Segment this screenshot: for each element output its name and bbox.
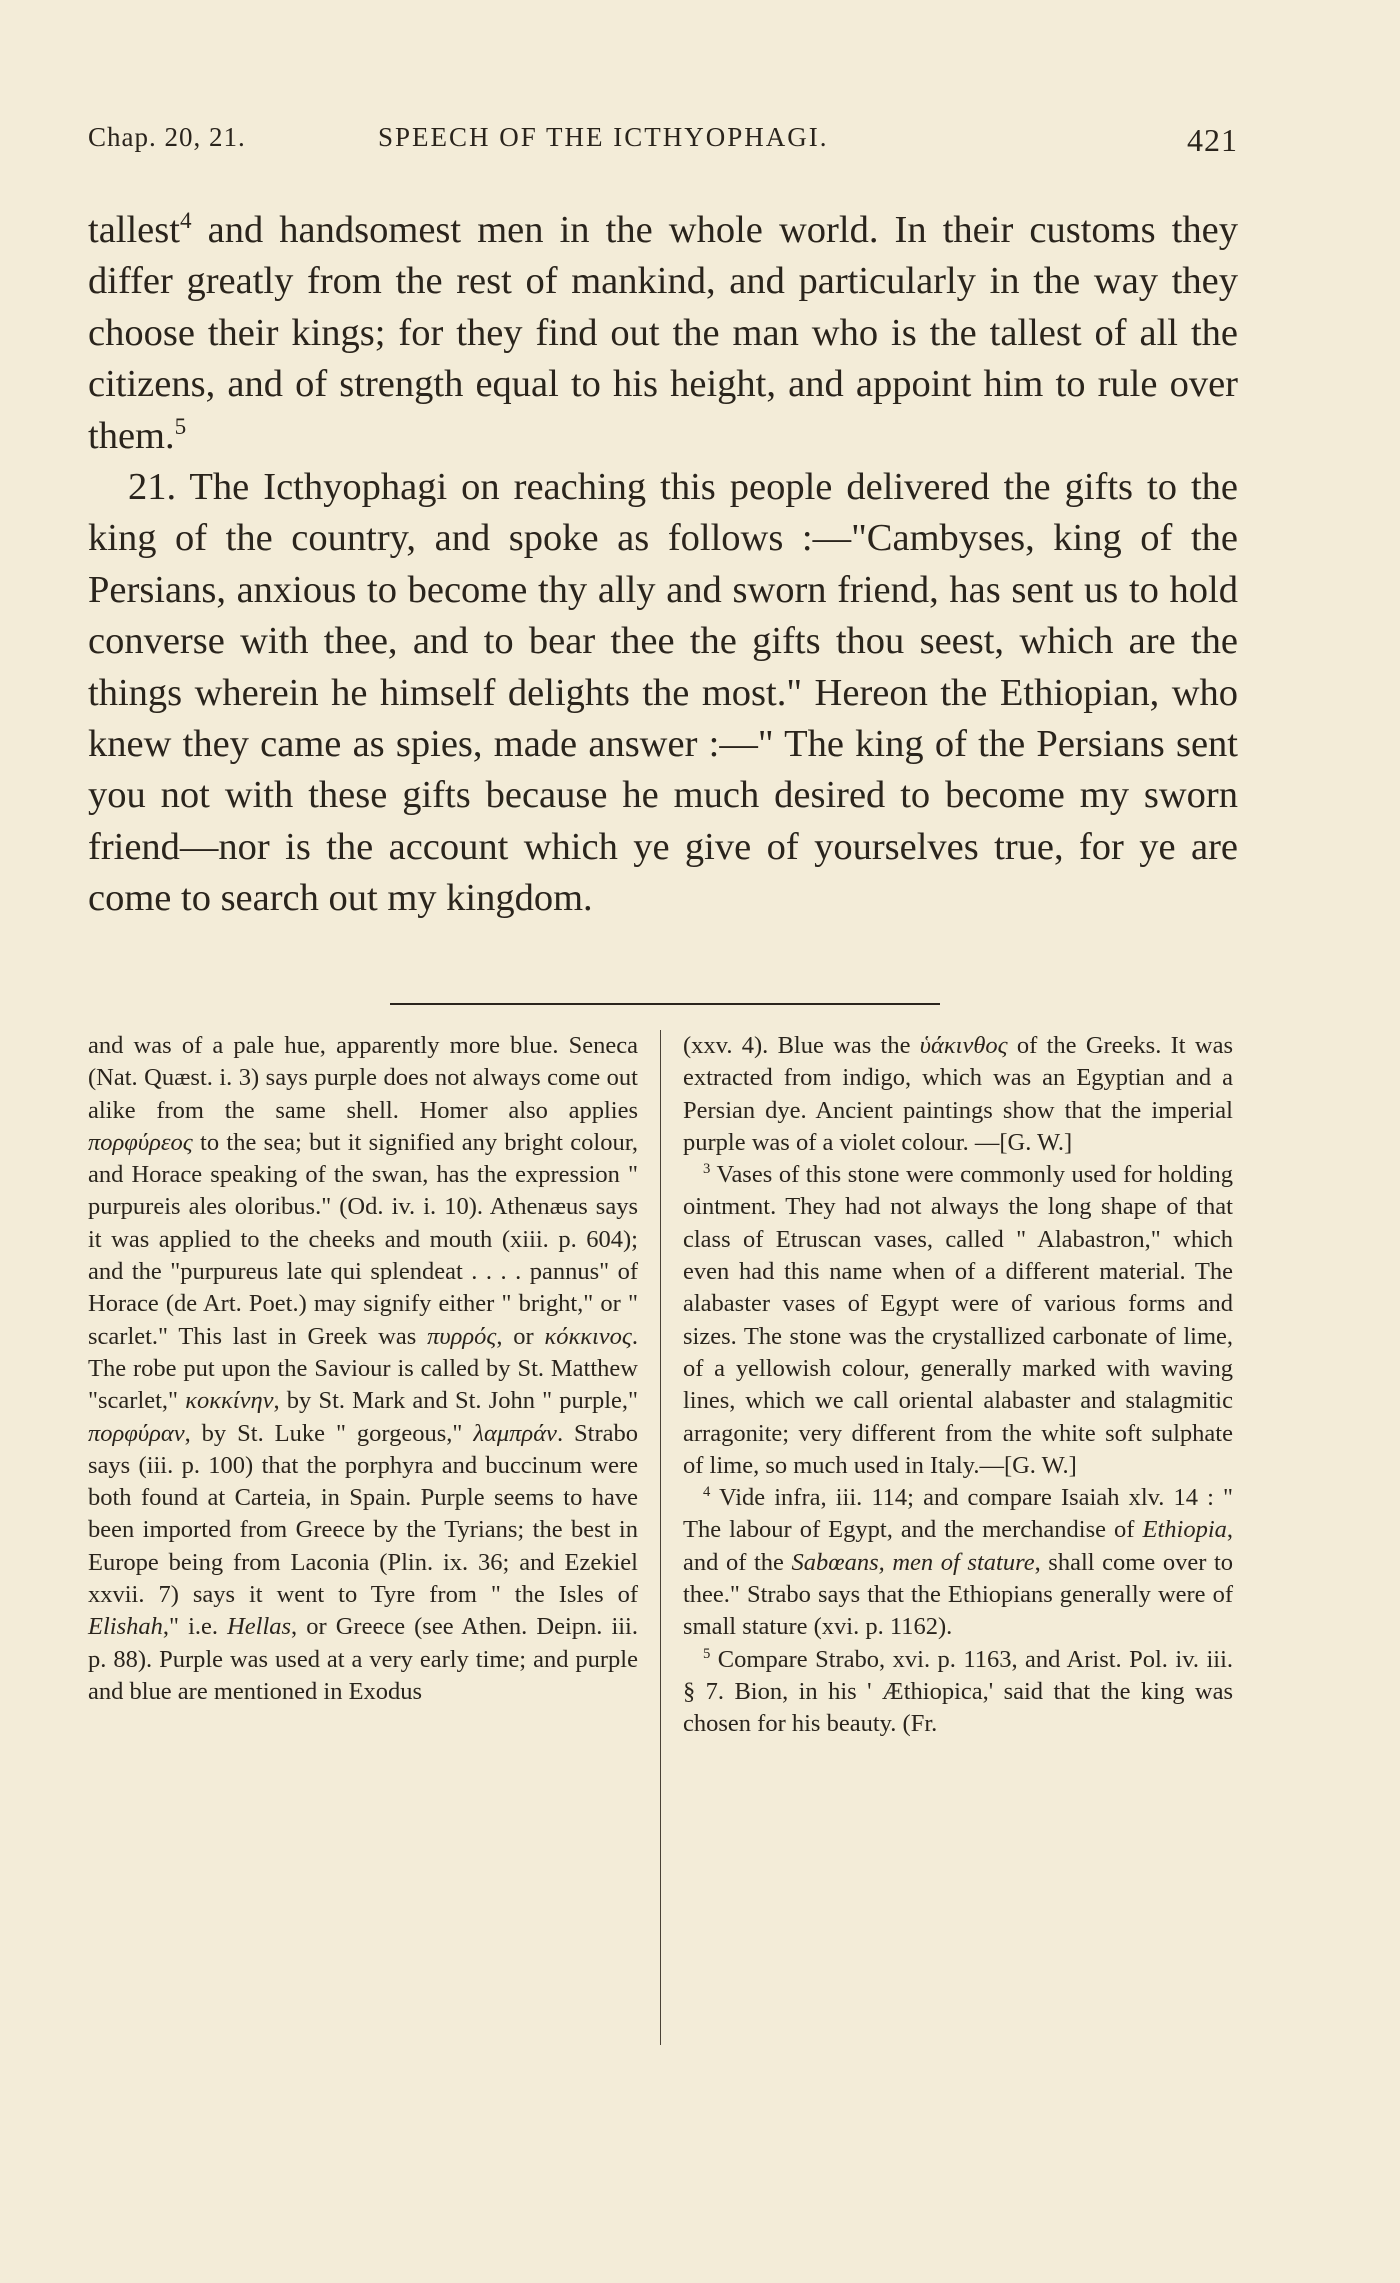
running-head — [88, 122, 1238, 162]
footnote-column-left — [88, 1030, 638, 1708]
footnote-5: $^5$ Compare Strabo, xvi. p. 1163, and Arist. Pol. iv. iii. § 7. Bion, in his ' Æthiopica,' said that the king was chosen for his beauty. (Fr. — [683, 1645, 1233, 1738]
footnote-column-right — [683, 1030, 1233, 1741]
footnote-marker: 4 — [179, 207, 192, 234]
chapter-reference: Chap. 20, 21. — [88, 122, 246, 152]
italic-text: πορφύρεος — [88, 1128, 193, 1156]
italic-text: Ethiopia — [1142, 1516, 1227, 1544]
footnote-separator-rule — [390, 1003, 940, 1005]
column-divider — [660, 1030, 661, 2045]
italic-text: λαμπράν — [473, 1419, 557, 1447]
section-21-paragraph: 21. The Icthyophagi on reaching this people delivered the gifts to the king of the country, and spoke as follows :—"Cambyses, king of the Persians, anxious to become thy ally and sworn friend, has sent us to hold converse with thee, and to bear thee the gifts thou seest, which are the things wherein he himself delights the most." Hereon the Ethiopian, who knew they came as spies, made answer :—" The king of the Persians sent you not with these gifts because he much desired to become my sworn friend—nor is the account which ye give of yourselves true, for ye are come to search out my kingdom. — [88, 466, 1238, 920]
footnote-continuation-right: (xxv. 4). Blue was the ὑάκινθος of the Greeks. It was extracted from indigo, which was an Egyptian and a Persian dye. Ancient paintings show that the imperial purple was of a violet colour. —[G. W.] — [683, 1032, 1233, 1156]
italic-text: Hellas — [227, 1613, 292, 1641]
italic-text: Elishah — [88, 1613, 163, 1641]
italic-text: Sabœans, men of stature — [791, 1548, 1035, 1576]
main-paragraph: tallest$^4$ and handsomest men in the whole world. In their customs they differ greatly from the rest of mankind, and particularly in the way they choose their kings; for they find out the man who is the tallest of all the citizens, and of strength equal to his height, and appoint him to rule over them.$^5$ — [88, 207, 1238, 457]
footnote-marker: 4 — [703, 1484, 711, 1500]
footnote-continuation: and was of a pale hue, apparently more blue. Seneca (Nat. Quæst. i. 3) says purple does not always come out alike from the same shell. Homer also applies πορφύρεος to the sea; but it signified any bright colour, and Horace speaking of the swan, has the expression " purpureis ales oloribus." (Od. iv. i. 10). Athenæus says it was applied to the cheeks and mouth (xiii. p. 604); and the "purpureus late qui splendeat . . . . pannus" of Horace (de Art. Poet.) may signify either " bright," or " scarlet." This last in Greek was πυρρός, or κόκκινος. The robe put upon the Saviour is called by St. Matthew "scarlet," κοκκίνην, by St. Mark and St. John " purple," πορφύραν, by St. Luke " gorgeous," λαμπράν. Strabo says (iii. p. 100) that the porphyra and buccinum were both found at Carteia, in Spain. Purple seems to have been imported from Greece by the Tyrians; the best in Europe being from Laconia (Plin. ix. 36; and Ezekiel xxvii. 7) says it went to Tyre from " the Isles of Elishah," i.e. Hellas, or Greece (see Athen. Deipn. iii. p. 88). Purple was used at a very early time; and purple and blue are mentioned in Exodus — [88, 1032, 639, 1705]
italic-text: κόκκινος — [544, 1322, 632, 1350]
page-heading: SPEECH OF THE ICTHYOPHAGI. — [378, 122, 829, 152]
page-number: 421 — [1187, 122, 1238, 158]
footnotes — [88, 1030, 1238, 2060]
footnote-marker: 5 — [174, 412, 187, 439]
italic-text: ὑάκινθος — [919, 1032, 1008, 1059]
footnote-4: $^4$ Vide infra, iii. 114; and compare Isaiah xlv. 14 : " The labour of Egypt, and the merchandise of Ethiopia, and of the Sabœans, men of stature, shall come over to thee." Strabo says that the Ethiopians generally were of small stature (xvi. p. 1162). — [683, 1484, 1234, 1641]
italic-text: πυρρός — [427, 1322, 497, 1350]
footnote-3: $^3$ Vases of this stone were commonly used for holding ointment. They had not always the long shape of that class of Etruscan vases, called " Alabastron," which even had this name when of a different material. The alabaster vases of Egypt were of various forms and sizes. The stone was the crystallized carbonate of lime, of a yellowish colour, generally marked with waving lines, which we call oriental alabaster and stalagmitic arragonite; very different from the white soft sulphate of lime, so much used in Italy.—[G. W.] — [683, 1161, 1233, 1479]
italic-text: κοκκίνην — [185, 1387, 274, 1415]
footnote-marker: 5 — [703, 1645, 711, 1662]
main-text — [88, 205, 1238, 925]
footnote-marker: 3 — [703, 1161, 711, 1178]
italic-text: πορφύραν — [88, 1419, 185, 1447]
